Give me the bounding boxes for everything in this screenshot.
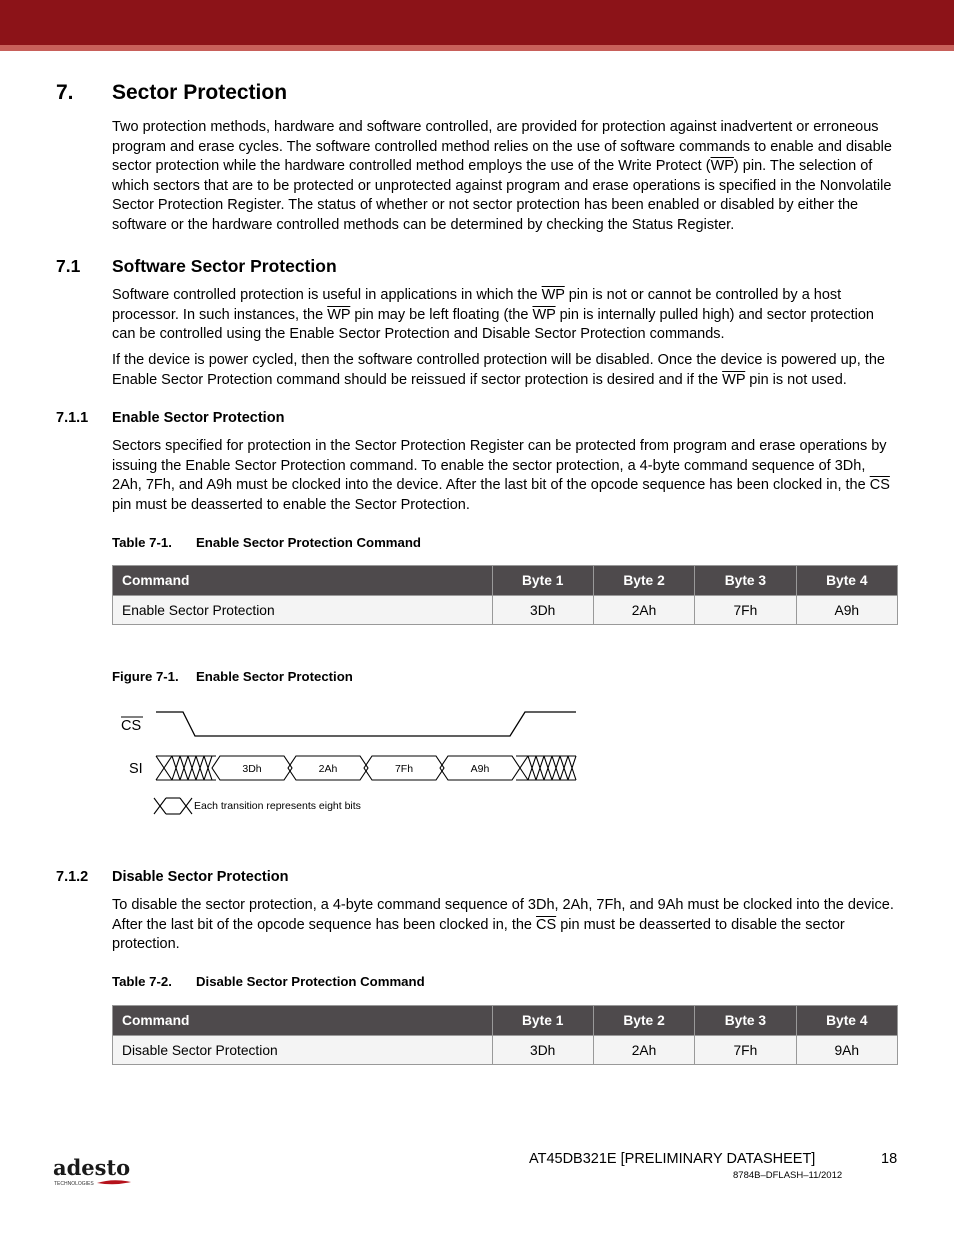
table-cell: 9Ah xyxy=(796,1036,897,1065)
header-bar xyxy=(0,0,954,45)
text: If the device is power cycled, then the software controlled protection will be disabled. Once the device is powered up, the Enable Sector Protection command should be reissued if sector protection is desired and if the xyxy=(112,352,885,388)
enable-heading xyxy=(56,410,284,426)
disable-paragraph xyxy=(112,896,898,955)
subsection-heading xyxy=(56,256,337,277)
footer-doc-title: AT45DB321E [PRELIMINARY DATASHEET] xyxy=(529,1151,816,1167)
table-cell: 3Dh xyxy=(492,1036,593,1065)
wp-signal: $\overline{WP}$ xyxy=(722,371,746,388)
text: pin must be deasserted to enable the Sector Protection. xyxy=(112,496,470,513)
header-cell: Byte 4 xyxy=(796,1006,897,1036)
table-row xyxy=(113,596,898,625)
subsection-title: Software Sector Protection xyxy=(112,256,337,276)
figure1-title: Enable Sector Protection xyxy=(196,669,353,684)
header-cell: Byte 2 xyxy=(593,1006,694,1036)
logo-subtitle: TECHNOLOGIES xyxy=(54,1181,94,1187)
logo-swoosh xyxy=(97,1180,131,1184)
table-cell: Enable Sector Protection xyxy=(113,596,493,625)
text: pin is not used. xyxy=(745,371,847,388)
legend-text: Each transition represents eight bits xyxy=(194,800,361,812)
table2-label: Table 7-2. xyxy=(112,974,172,989)
logo-wordmark: adesto xyxy=(53,1156,131,1180)
footer-page-number: 18 xyxy=(881,1151,898,1167)
header-cell: Byte 3 xyxy=(695,1006,796,1036)
header-cell: Byte 1 xyxy=(492,1006,593,1036)
text: pin is internally pulled high) and sector protection can be controlled using the Enable Sector Protection and Disable Sector Protection commands. xyxy=(112,306,874,342)
wp-signal: $\overline{WP}$ xyxy=(327,306,351,323)
header-cell: Byte 3 xyxy=(695,566,796,596)
text: pin must be deasserted to disable the sector protection. xyxy=(112,916,845,952)
table2-title: Disable Sector Protection Command xyxy=(196,974,425,989)
disable-number: 7.1.2 xyxy=(56,869,89,885)
si-byte-3: 7Fh xyxy=(394,763,414,775)
figure1-label: Figure 7-1. xyxy=(112,669,179,684)
wp-signal: $\overline{WP}$ xyxy=(541,287,565,303)
header-stripe xyxy=(0,45,954,51)
software-paragraph-1 xyxy=(112,286,898,345)
text: pin may be left floating (the xyxy=(350,306,533,323)
intro-text-b: ) pin. The selection of which sectors that are to be protected or unprotected against program and erase operations is specified in the Nonvolatile Sector Protection Register. The status of whether or not sector protection has been enabled or disabled by either the software or the hardware controlled methods can be determined by checking the Status Register. xyxy=(112,158,892,233)
table-row xyxy=(113,1036,898,1065)
text: Sectors specified for protection in the Sector Protection Register can be protected from program and erase operations by issuing the Enable Sector Protection command. To enable the sector protection, a 4-byte command sequence of 3Dh, 2Ah, 7Fh, and A9h must be clocked into the device. After the last bit of the opcode sequence has been clocked in, the xyxy=(112,438,887,493)
text: Software controlled protection is useful in applications in which the xyxy=(112,287,542,303)
intro-paragraph xyxy=(112,118,898,235)
legend-symbol xyxy=(154,798,192,814)
enable-command-table xyxy=(112,565,898,625)
table-cell: 2Ah xyxy=(593,596,694,625)
table-header-row xyxy=(113,566,898,596)
cs-signal: $\overline{CS}$ xyxy=(869,477,890,493)
footer-doc-code: 8784B–DFLASH–11/2012 xyxy=(733,1170,843,1181)
timing-diagram xyxy=(112,700,582,820)
table-cell: Disable Sector Protection xyxy=(113,1036,493,1065)
adesto-logo xyxy=(53,1156,135,1188)
table-cell: 7Fh xyxy=(695,596,796,625)
wp-signal: $\overline{WP}$ xyxy=(532,306,556,323)
section-number: 7. xyxy=(56,81,74,104)
section-heading xyxy=(56,81,287,105)
disable-title: Disable Sector Protection xyxy=(112,869,289,885)
table2-caption xyxy=(112,974,425,989)
section-title: Sector Protection xyxy=(112,81,288,104)
enable-number: 7.1.1 xyxy=(56,410,89,426)
si-dont-care-left xyxy=(156,756,216,780)
table1-label: Table 7-1. xyxy=(112,535,172,550)
intro-text-a: Two protection methods, hardware and software controlled, are provided for protection against inadvertent or erroneous program and erase cycles. The software controlled method relies on the use of software commands to enable and disable sector protection while the hardware controlled method employs the use of the Write Protect ( xyxy=(112,119,892,174)
si-dont-care-right xyxy=(516,756,576,780)
table-cell: 7Fh xyxy=(695,1036,796,1065)
subsection-number: 7.1 xyxy=(56,256,81,276)
si-byte-1: 3Dh xyxy=(242,763,262,775)
table-cell: 3Dh xyxy=(492,596,593,625)
cs-waveform xyxy=(156,712,576,736)
header-cell: Command xyxy=(113,1006,493,1036)
enable-paragraph xyxy=(112,437,898,515)
table-cell: A9h xyxy=(796,596,897,625)
si-byte-4: A9h xyxy=(470,763,490,775)
wp-signal: $\overline{WP}$ xyxy=(710,158,734,174)
si-label: SI xyxy=(129,761,143,777)
disable-heading xyxy=(56,869,288,885)
cs-label: CS xyxy=(121,718,142,734)
figure1-caption xyxy=(112,669,353,684)
header-cell: Command xyxy=(113,566,493,596)
header-cell: Byte 2 xyxy=(593,566,694,596)
header-cell: Byte 4 xyxy=(796,566,897,596)
enable-title: Enable Sector Protection xyxy=(112,410,285,426)
header-cell: Byte 1 xyxy=(492,566,593,596)
table-header-row xyxy=(113,1006,898,1036)
table-cell: 2Ah xyxy=(593,1036,694,1065)
disable-command-table xyxy=(112,1005,898,1065)
text: pin is not or cannot be controlled by a host processor. In such instances, the xyxy=(112,287,842,323)
table1-title: Enable Sector Protection Command xyxy=(196,535,421,550)
text: To disable the sector protection, a 4-byte command sequence of 3Dh, 2Ah, 7Fh, and 9Ah must be clocked into the device. After the last bit of the opcode sequence has been clocked in, the xyxy=(112,897,894,933)
si-byte-2: 2Ah xyxy=(318,763,338,775)
software-paragraph-2 xyxy=(112,351,898,390)
cs-signal: $\overline{CS}$ xyxy=(536,916,557,933)
table1-caption xyxy=(112,535,421,550)
